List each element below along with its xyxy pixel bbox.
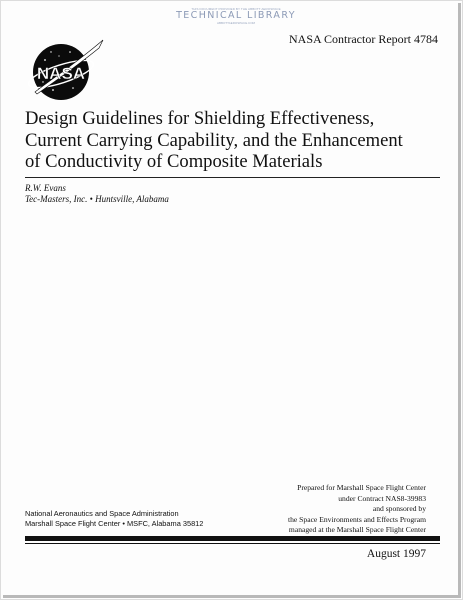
affiliation-bullet: •	[89, 194, 93, 204]
author-name: R.W. Evans	[25, 183, 66, 193]
footer-thick-rule	[25, 536, 440, 541]
stamp-main-text: TECHNICAL LIBRARY	[176, 10, 296, 21]
stamp-bottom-text: ABBOTTAEROSPACE.COM	[216, 21, 256, 25]
nasa-logo	[23, 34, 111, 114]
author-affiliation	[25, 194, 169, 205]
report-number: NASA Contractor Report 4784	[289, 32, 438, 46]
title-line: Current Carrying Capability, and the Enhancement	[25, 129, 403, 151]
prepared-line: under Contract NAS8-39983	[338, 493, 426, 503]
affiliation-company: Tec-Masters, Inc.	[25, 194, 88, 204]
stamp-top-text: THIS DOCUMENT PROVIDED BY THE ABBOTT AEROSPACE	[191, 7, 281, 11]
prepared-for-block	[226, 483, 426, 536]
title-rule	[25, 177, 440, 178]
prepared-line: and sponsored by	[372, 504, 426, 514]
agency-name: National Aeronautics and Space Administration	[25, 509, 179, 518]
title-line: of Conductivity of Composite Materials	[25, 151, 323, 172]
agency-address: Marshall Space Flight Center • MSFC, Alabama 35812	[25, 519, 204, 529]
affiliation-location: Huntsville, Alabama	[95, 194, 169, 204]
document-title	[25, 108, 445, 173]
prepared-line: managed at the Marshall Space Flight Center	[288, 525, 426, 535]
prepared-line: Prepared for Marshall Space Flight Center	[297, 483, 426, 492]
logo-wordmark: NASA	[36, 64, 86, 83]
publication-date: August 1997	[366, 548, 426, 560]
title-line: Design Guidelines for Shielding Effectiveness,	[25, 108, 375, 129]
agency-block	[25, 509, 203, 530]
footer-thin-rule	[25, 543, 440, 544]
library-stamp	[166, 7, 306, 25]
prepared-line: the Space Environments and Effects Program	[288, 514, 426, 524]
